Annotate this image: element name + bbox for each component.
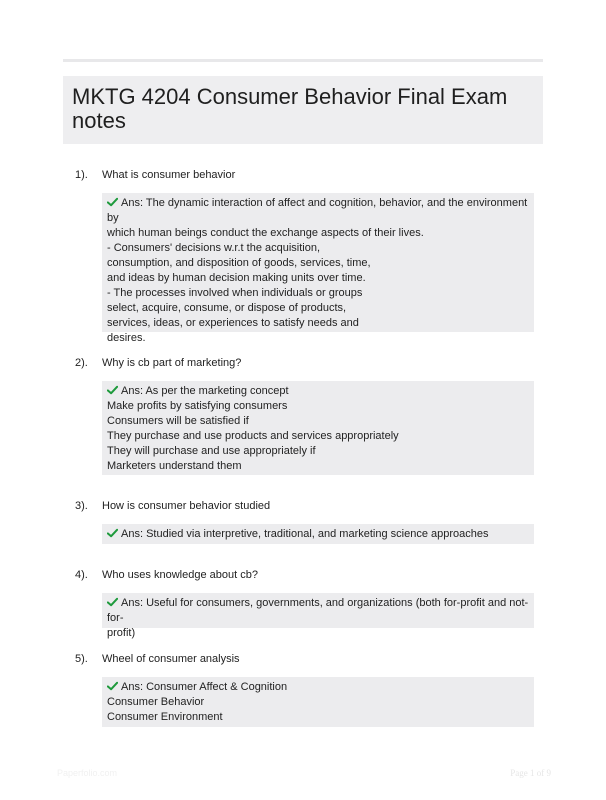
answer-text: Ans: Useful for consumers, governments, and organizations (both for-profit and not-for- xyxy=(107,597,529,624)
watermark-text: Paperfolio.com xyxy=(57,768,118,778)
answer-line: Consumer Environment xyxy=(107,711,223,723)
answer-line xyxy=(107,680,529,695)
answer-box xyxy=(102,677,534,727)
top-divider xyxy=(63,59,543,62)
answer-line: Marketers understand them xyxy=(107,460,242,472)
check-icon xyxy=(107,597,118,607)
question-number: 4). xyxy=(75,569,88,581)
check-icon xyxy=(107,681,118,691)
question-text: Who uses knowledge about cb? xyxy=(102,569,258,581)
answer-line xyxy=(107,384,529,399)
answer-box xyxy=(102,193,534,344)
page-number: Page 1 of 9 xyxy=(510,768,551,778)
answer-text: Ans: Consumer Affect & Cognition xyxy=(121,681,288,693)
check-icon xyxy=(107,197,118,207)
question-number: 1). xyxy=(75,169,88,181)
answer-box xyxy=(102,524,534,544)
question-number: 2). xyxy=(75,357,88,369)
question-text: How is consumer behavior studied xyxy=(102,500,271,512)
answer-line: Consumer Behavior xyxy=(107,696,205,708)
answer-text: Ans: Studied via interpretive, traditional, and marketing science approaches xyxy=(121,528,489,540)
answer-line: Make profits by satisfying consumers xyxy=(107,400,288,412)
check-icon xyxy=(107,385,118,395)
answer-line: - Consumers' decisions w.r.t the acquisition, xyxy=(107,242,321,254)
answer-line xyxy=(107,527,529,542)
document-title: MKTG 4204 Consumer Behavior Final Exam notes xyxy=(72,84,508,133)
answer-line: profit) xyxy=(107,627,136,639)
title-banner xyxy=(63,76,543,144)
answer-line: desires. xyxy=(107,332,146,344)
question-text: Wheel of consumer analysis xyxy=(102,653,240,665)
answer-line xyxy=(107,196,529,226)
answer-box xyxy=(102,593,534,639)
answer-line: which human beings conduct the exchange aspects of their lives. xyxy=(107,227,424,239)
check-icon xyxy=(107,528,118,538)
question-number: 5). xyxy=(75,653,88,665)
question-text: Why is cb part of marketing? xyxy=(102,357,242,369)
answer-line: They will purchase and use appropriately if xyxy=(107,445,316,457)
answer-box xyxy=(102,381,534,475)
answer-text: Ans: The dynamic interaction of affect and cognition, behavior, and the environment by xyxy=(107,197,531,224)
question-number: 3). xyxy=(75,500,88,512)
answer-line: and ideas by human decision making units over time. xyxy=(107,272,366,284)
answer-line: - The processes involved when individuals or groups xyxy=(107,287,363,299)
answer-text: Ans: As per the marketing concept xyxy=(121,385,289,397)
answer-line: Consumers will be satisfied if xyxy=(107,415,249,427)
question-text: What is consumer behavior xyxy=(102,169,236,181)
answer-line: select, acquire, consume, or dispose of products, xyxy=(107,302,347,314)
answer-line: consumption, and disposition of goods, services, time, xyxy=(107,257,371,269)
answer-line: services, ideas, or experiences to satisfy needs and xyxy=(107,317,359,329)
answer-line: They purchase and use products and services appropriately xyxy=(107,430,399,442)
answer-line xyxy=(107,596,529,626)
